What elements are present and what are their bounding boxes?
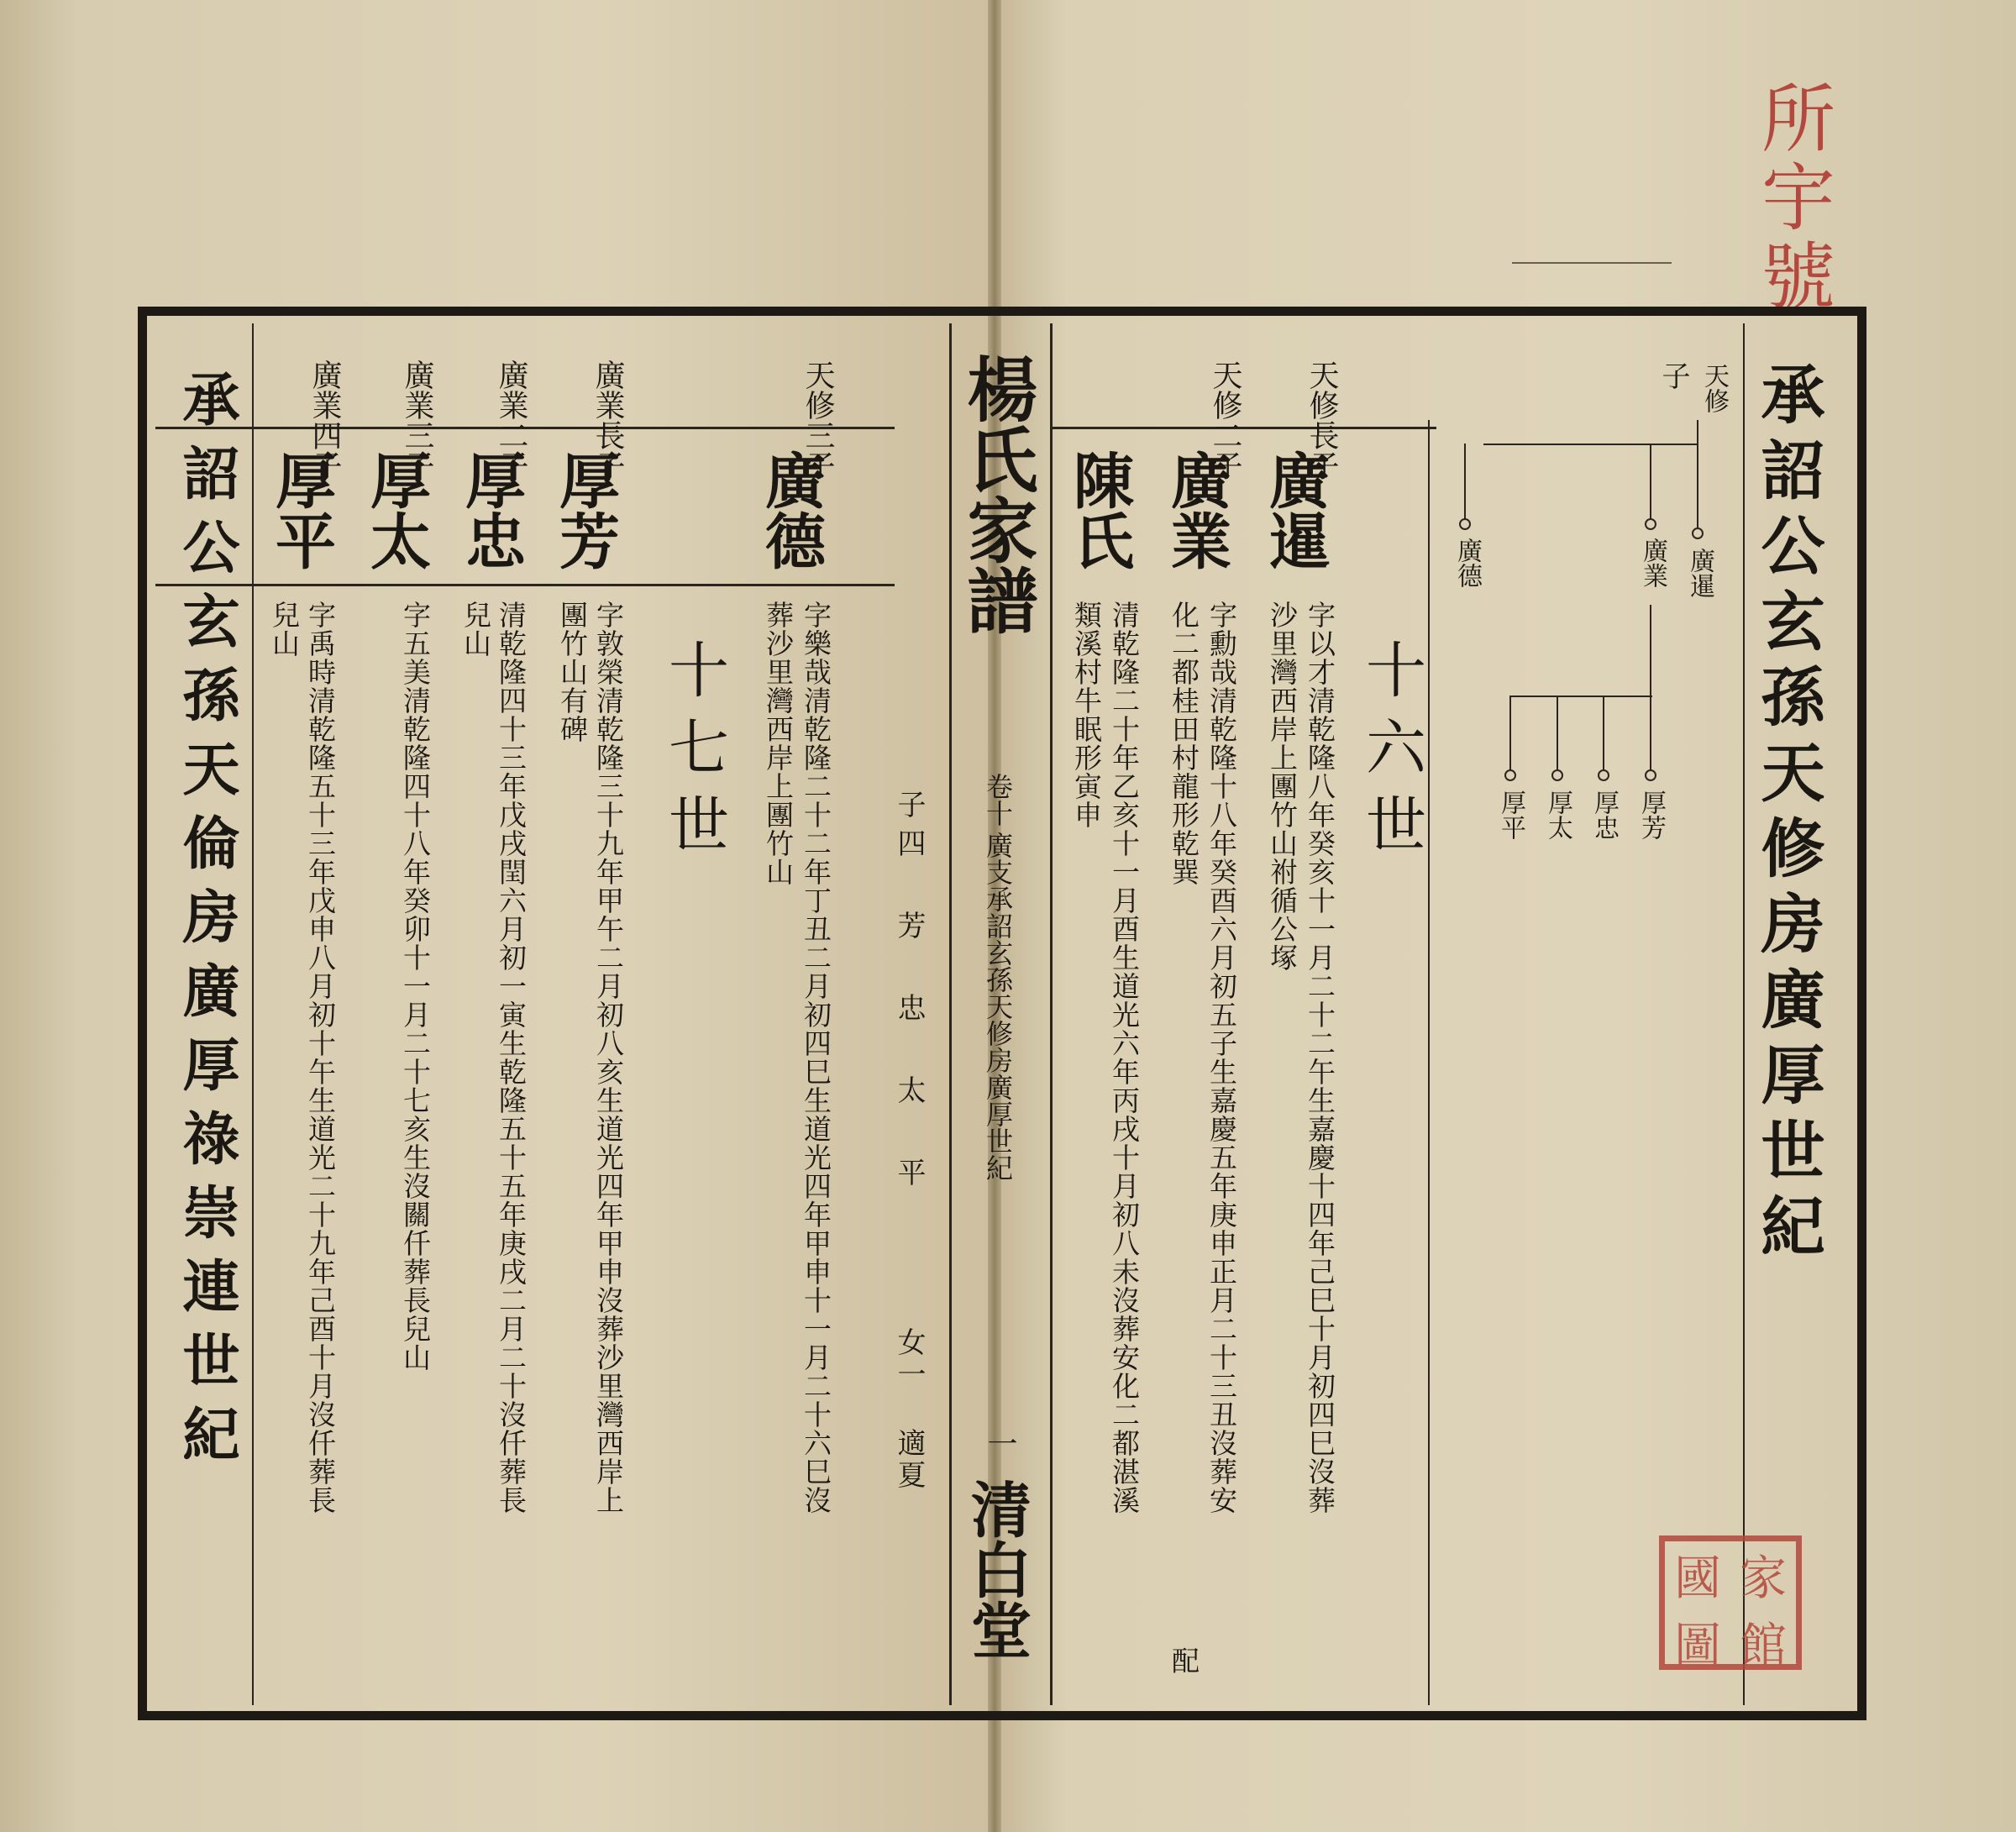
gen17-daughters-summary: 女一 適夏 xyxy=(892,1327,926,1492)
page-number: 一 xyxy=(983,1428,1017,1458)
gen17-name-5: 厚平 xyxy=(265,449,337,570)
gen16-bio-2b: 化二都桂田村龍形乾巽 xyxy=(1168,601,1200,886)
gen17-bio-5a: 字禹時清乾隆五十三年戊申八月初十午生道光二十九年己酉十月沒仟葬長 xyxy=(304,601,337,1514)
tree-line-son2 xyxy=(1650,444,1651,528)
gen17-rel-1: 天修三子 xyxy=(801,360,835,480)
tree-node-son1 xyxy=(1692,528,1704,539)
gen17-rel-2: 廣業長子 xyxy=(591,360,625,480)
main-title-rule xyxy=(1743,323,1745,1705)
tree-line-g4 xyxy=(1509,696,1511,771)
tree-line-g1 xyxy=(1650,696,1651,771)
gen17-name-3: 厚忠 xyxy=(455,449,527,570)
stamp-number: 所宇號 xyxy=(1750,80,1836,317)
tree-node-g3 xyxy=(1551,769,1563,781)
left-title-rule xyxy=(252,323,254,1705)
gen16-rule xyxy=(1428,420,1430,1705)
tree-son-label: 子 xyxy=(1656,361,1690,390)
center-rule-left xyxy=(949,323,952,1705)
gen16-bio-3b: 類溪村牛眠形寅申 xyxy=(1070,601,1103,829)
gen16-bio-2a: 字勳哉清乾隆十八年癸酉六月初五子生嘉慶五年庚申正月二十三丑沒葬安 xyxy=(1205,601,1238,1514)
gen16-name-3: 陳氏 xyxy=(1063,449,1135,570)
tree-node-g4 xyxy=(1504,769,1516,781)
gen17-bio-2a: 字敦榮清乾隆三十九年甲午二月初八亥生道光四年甲申沒葬沙里灣西岸上 xyxy=(592,601,625,1514)
tree-grand-1: 厚芳 xyxy=(1636,790,1666,840)
gen16-note-2: 配 xyxy=(1168,1646,1200,1674)
gen17-header: 十七世 xyxy=(659,638,729,870)
center-subtitle: 廣支承詔玄孫天修房廣厚世紀 xyxy=(982,832,1014,1181)
tree-son-1: 廣暹 xyxy=(1685,548,1714,598)
library-seal xyxy=(1659,1535,1802,1673)
gen17-rel-5: 廣業四子 xyxy=(307,360,342,480)
gen17-rule xyxy=(155,584,895,586)
gen16-name-2: 廣業 xyxy=(1161,449,1232,570)
seal-char-1: 國 xyxy=(1674,1551,1721,1606)
tree-grand-3: 厚太 xyxy=(1543,790,1572,840)
header-rule-right xyxy=(1050,427,1436,429)
gen17-bio-3a: 清乾隆四十三年戊戌閏六月初一寅生乾隆五十五年庚戌二月二十沒仟葬長 xyxy=(495,601,528,1514)
tree-node-son2 xyxy=(1645,518,1656,530)
seal-char-2: 家 xyxy=(1740,1551,1787,1606)
tree-node-son3 xyxy=(1459,518,1471,530)
gen16-rel-2: 天修二子 xyxy=(1208,360,1242,480)
tree-line-son3 xyxy=(1464,444,1466,528)
gen16-header: 十六世 xyxy=(1356,638,1426,870)
tree-line-sons xyxy=(1483,444,1698,445)
left-title: 承詔公玄孫天倫房廣厚祿崇連世紀 xyxy=(173,370,240,1478)
gen16-bio-3a: 清乾隆二十年乙亥十一月酉生道光六年丙戌十月初八未沒葬安化二都湛溪 xyxy=(1108,601,1141,1514)
gen17-name-1: 廣德 xyxy=(755,449,827,570)
gen17-rel-4: 廣業三子 xyxy=(400,360,434,480)
gen17-bio-3b: 兒山 xyxy=(459,601,492,658)
gen17-name-4: 厚太 xyxy=(360,449,432,570)
gen17-name-2: 厚芳 xyxy=(549,449,621,570)
tree-line-g2 xyxy=(1603,696,1604,771)
volume-label: 卷十 xyxy=(982,773,1014,827)
center-rule-right xyxy=(1050,323,1053,1705)
main-title: 承詔公玄孫天修房廣厚世紀 xyxy=(1751,361,1825,1268)
tree-node-g2 xyxy=(1598,769,1609,781)
gen17-bio-5b: 兒山 xyxy=(268,601,301,658)
tree-son-3: 廣德 xyxy=(1452,538,1482,588)
book-title: 楊氏家譜 xyxy=(956,353,1039,635)
gen16-name-1: 廣暹 xyxy=(1259,449,1331,570)
tree-line-son1 xyxy=(1697,444,1698,528)
hall-name: 清白堂 xyxy=(961,1478,1032,1660)
gen17-rel-3: 廣業二子 xyxy=(494,360,528,480)
gen17-bio-1a: 字樂哉清乾隆二十二年丁丑二月初四巳生道光四年甲申十一月二十六巳沒 xyxy=(800,601,832,1514)
tree-son-2: 廣業 xyxy=(1638,538,1667,588)
tree-father: 天修 xyxy=(1699,363,1729,413)
gen17-bio-2b: 團竹山有碑 xyxy=(556,601,589,743)
tree-grand-4: 厚平 xyxy=(1496,790,1525,840)
gen17-bio-4a: 字五美清乾隆四十八年癸卯十一月二十七亥生沒關仟葬長兒山 xyxy=(399,601,432,1372)
tree-line-grandchildren xyxy=(1509,696,1652,697)
tree-line-g3 xyxy=(1557,696,1558,771)
gen17-sons-summary: 子四 芳 忠 太 平 xyxy=(892,790,926,1196)
tree-node-g1 xyxy=(1645,769,1656,781)
gen17-bio-1b: 葬沙里灣西岸上團竹山 xyxy=(762,601,795,886)
tree-grand-2: 厚忠 xyxy=(1589,790,1619,840)
gen16-rel-1a: 天修長子 xyxy=(1305,360,1339,480)
stamp-underline xyxy=(1512,262,1672,264)
seal-char-3: 圖 xyxy=(1674,1619,1721,1673)
gen16-bio-1a: 字以才清乾隆八年癸亥十一月二十二午生嘉慶十四年己巳十月初四巳沒葬 xyxy=(1304,601,1336,1514)
gen16-bio-1b: 沙里灣西岸上團竹山祔循公塚 xyxy=(1266,601,1299,972)
tree-line-grand xyxy=(1650,605,1651,697)
seal-char-4: 館 xyxy=(1740,1619,1787,1673)
